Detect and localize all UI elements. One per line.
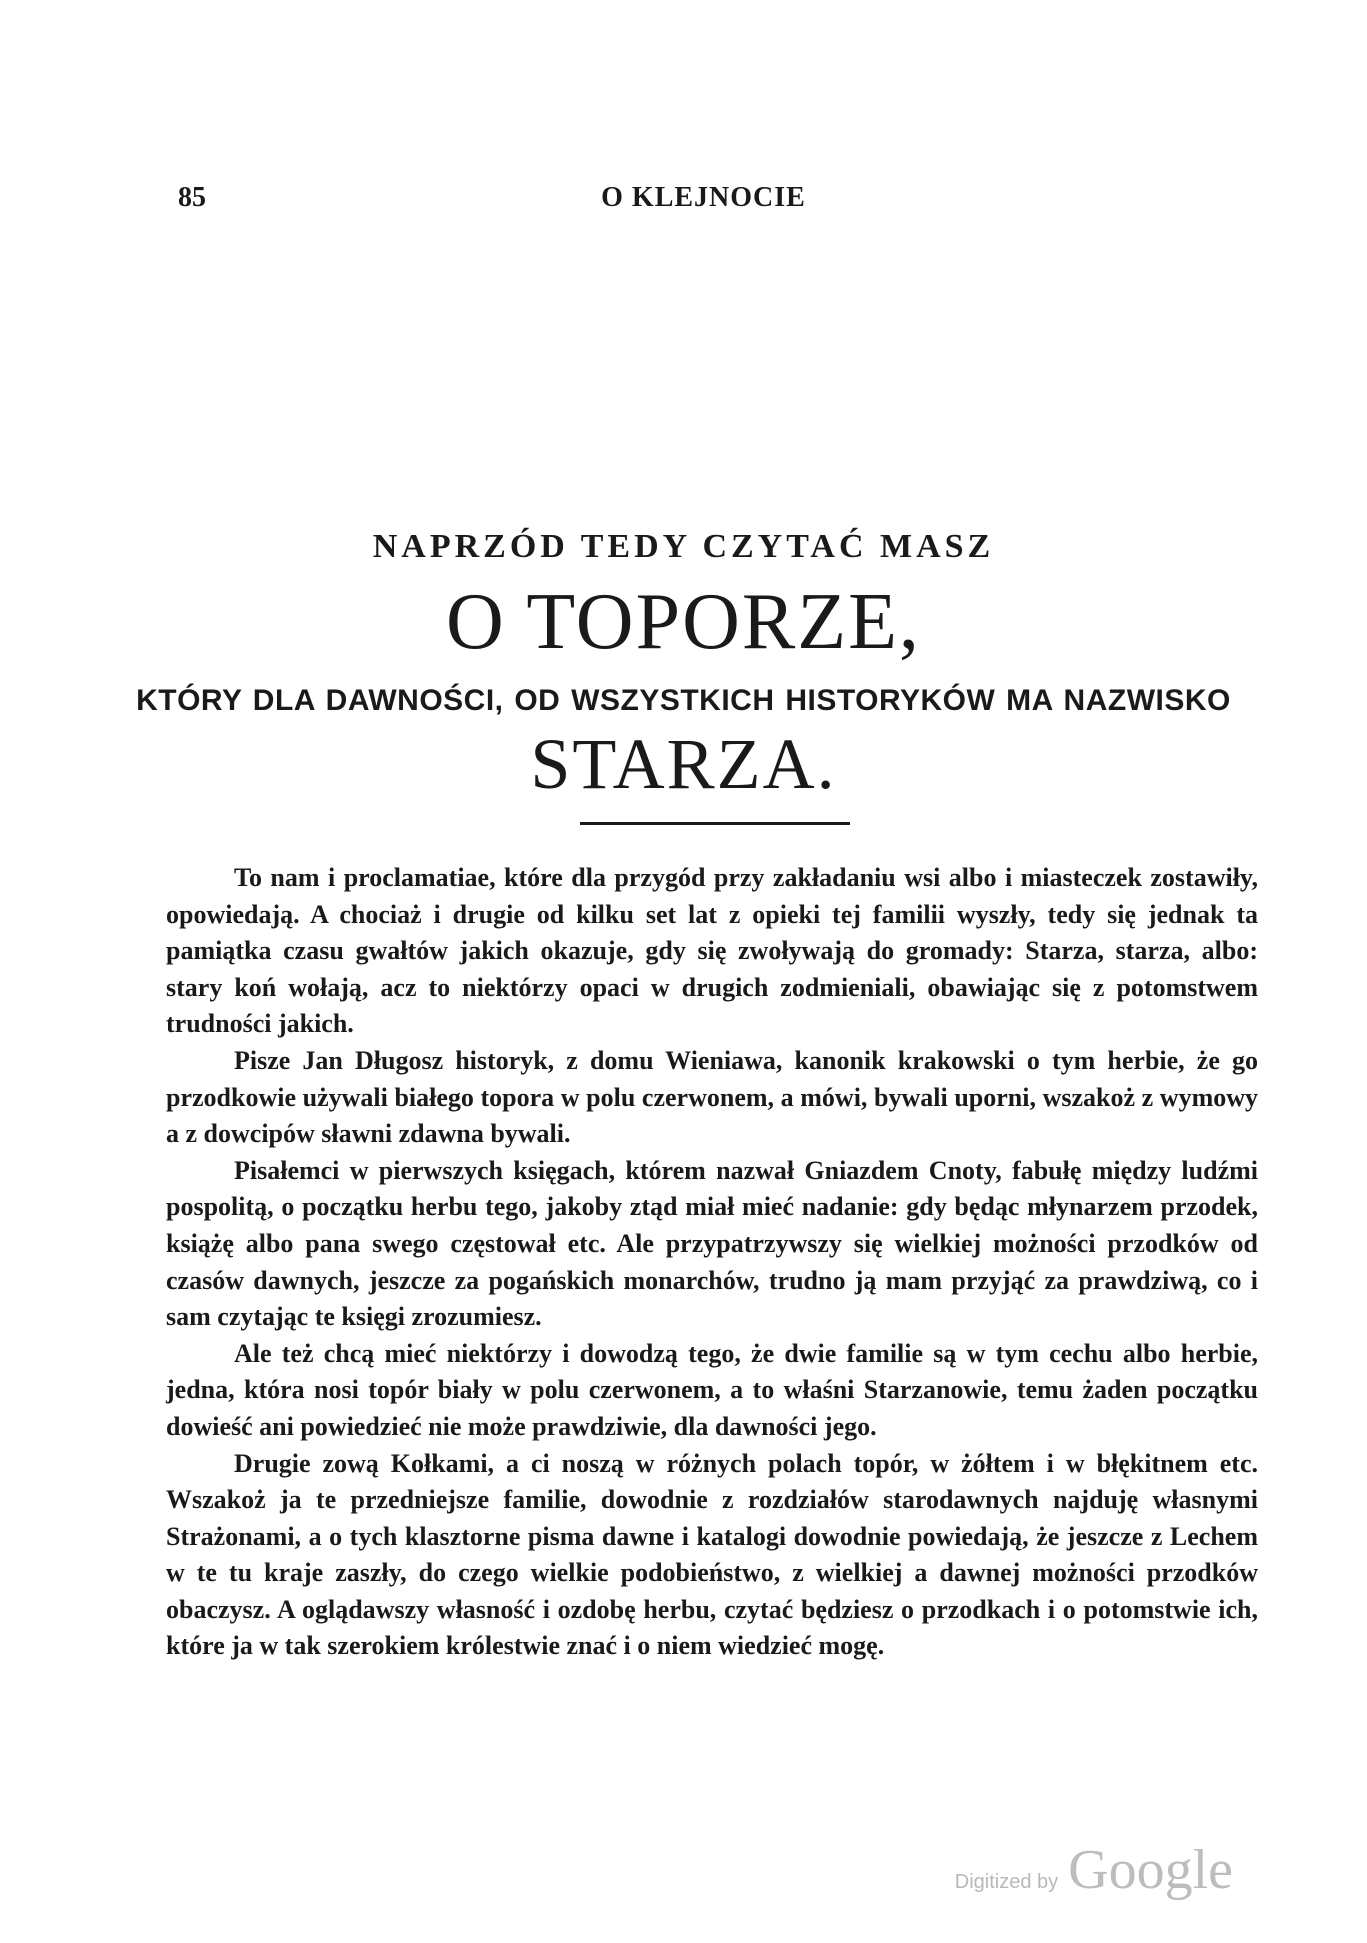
paragraph-2: Pisze Jan Długosz historyk, z domu Wieniawa, kanonik krakowski o tym herbie, że go przodkowie używali białego topora w polu czerwonem, a mówi, bywali uporni, wszakoż z wymowy a z dowcipów sławni zdawna bywali. [166, 1045, 1258, 1149]
digitization-watermark [955, 1838, 1233, 1902]
paragraph-5: Drugie zową Kołkami, a ci noszą w różnych polach topór, w żółtem i w błękitnem etc. Wszakoż ja te przedniejsze familie, dowodnie z rozdziałów starodawnych najduję własnymi Strażonami, a o tych klasztorne pisma dawne i katalogi dowodnie powiedają, że jeszcze z Lechem w te tu kraje zaszły, do czego wielkie podobieństwo, z wielkiej a dawnej możności przodków obaczysz. A oglądawszy własność i ozdobę herbu, czytać będziesz o przodkach i o potomstwie ich, które ja w tak szerokiem królestwie znać i o niem wiedzieć mogę. [166, 1448, 1258, 1661]
watermark-prefix: Digitized by [954, 1871, 1059, 1893]
paragraph-3: Pisałemci w pierwszych księgach, którem nazwał Gniazdem Cnoty, fabułę między ludźmi pospolitą, o początku herbu tego, jakoby ztąd miał mieć nadanie: gdy będąc młynarzem przodek, książę albo pana swego częstował etc. Ale przypatrzywszy się wielkiej możności przodków od czasów dawnych, jeszcze za pogańskich monarchów, trudno ją mam przyjąć za prawdziwą, co i sam czytając te księgi zrozumiesz. [166, 1155, 1258, 1332]
paragraph-1: To nam i proclamatiae, które dla przygód przy zakładaniu wsi albo i miasteczek zostawiły, opowiedają. A chociaż i drugie od kilku set lat z opieki tej familii wyszły, tedy się jednak ta pamiątka czasu gwałtów jakich okazuje, gdy się zwoływają do gromady: Starza, starza, albo: stary koń wołają, acz to niektórzy opaci w drugich zodmieniali, obawiając się z potomstwem trudności jakich. [166, 863, 1258, 1039]
paragraph-4: Ale też chcą mieć niektórzy i dowodzą tego, że dwie familie są w tym cechu albo herbie, jedna, która nosi topór biały w polu czerwonem, a to właśni Starzanowie, temu żaden początku dowieść ani powiedzieć nie może prawdziwie, dla dawności jego. [166, 1338, 1258, 1441]
section-title: O TOPORZE, [446, 578, 921, 666]
section-subtitle: KTÓRY DLA DAWNOŚCI, OD WSZYSTKICH HISTORYKÓW MA NAZWISKO [136, 684, 1231, 717]
running-title: O KLEJNOCIE [601, 182, 806, 213]
section-title-second: STARZA. [530, 724, 837, 804]
body-text [166, 860, 1258, 1665]
watermark-brand: Google [1068, 1839, 1233, 1901]
section-kicker: NAPRZÓD TEDY CZYTAĆ MASZ [372, 528, 995, 565]
page-number: 85 [178, 182, 206, 213]
title-divider [580, 822, 850, 825]
